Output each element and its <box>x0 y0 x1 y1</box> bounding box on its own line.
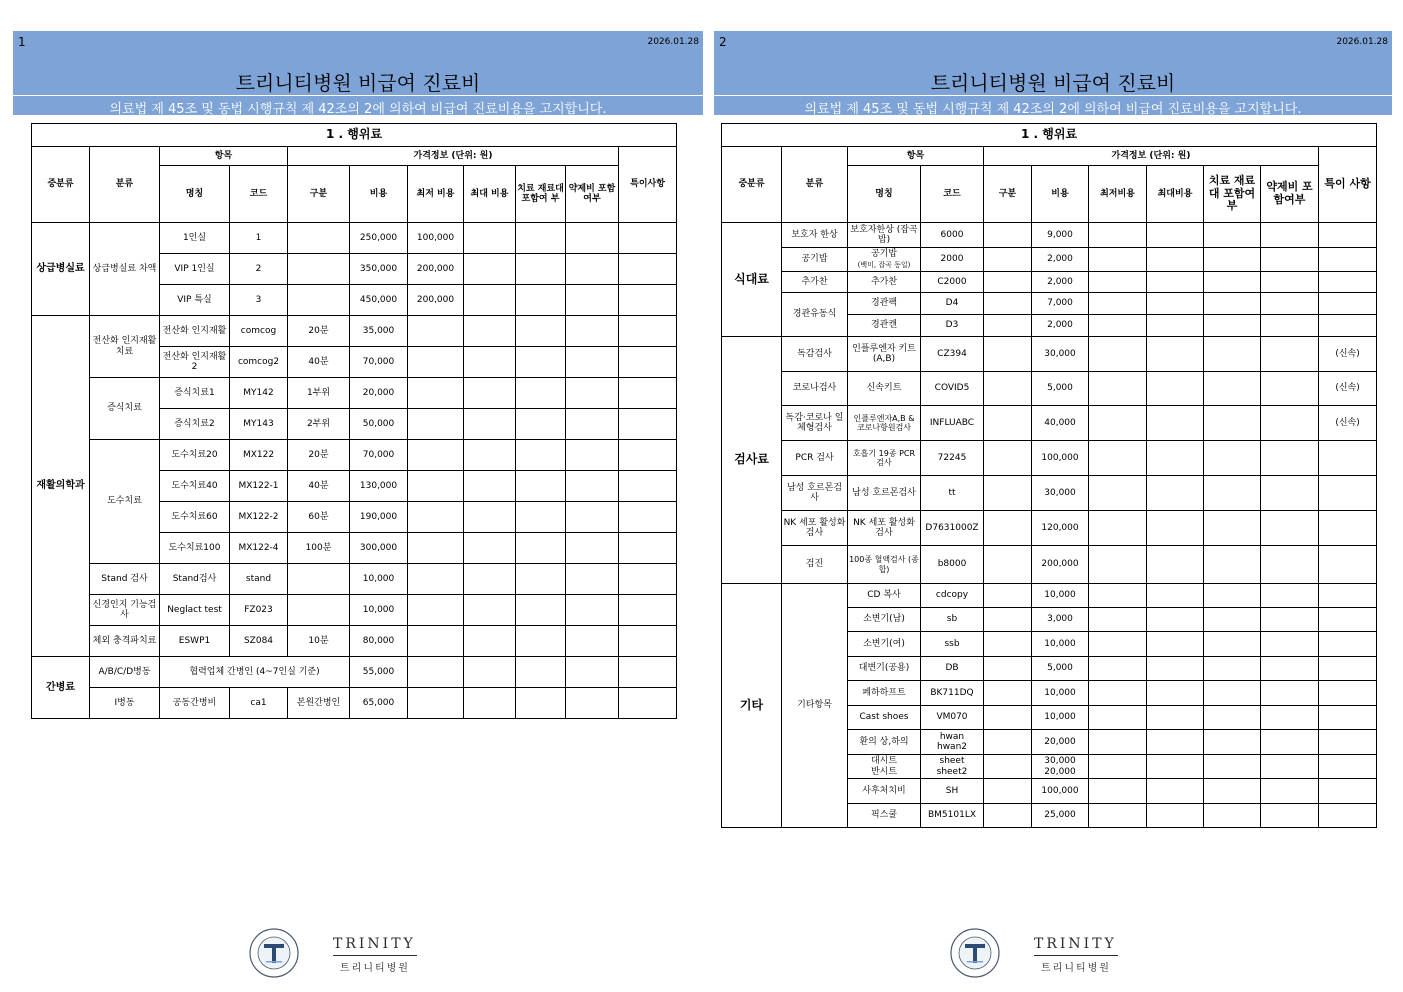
cost-text: 30,000 <box>1044 756 1076 767</box>
name-cell: VIP 1인실 <box>160 254 230 285</box>
class-cell: 공기밥 <box>782 248 848 272</box>
name-cell: 전산화 인지재활 2 <box>160 347 230 378</box>
cost-cell: 35,000 <box>350 316 408 347</box>
div-cell <box>288 223 350 254</box>
cost-cell: 10,000 <box>1032 632 1089 657</box>
code-cell: BM5101LX <box>921 804 984 828</box>
col-header-name: 명칭 <box>160 166 230 223</box>
code-cell <box>921 730 984 755</box>
name-cell <box>848 755 921 779</box>
table-row <box>722 337 1377 372</box>
class-cell: A/B/C/D병동 <box>90 657 160 688</box>
col-header-price: 가격정보 (단위: 원) <box>984 147 1319 166</box>
code-cell: BK711DQ <box>921 681 984 706</box>
name-cell: 도수치료40 <box>160 471 230 502</box>
div-cell: 60분 <box>288 502 350 533</box>
div-cell: 40분 <box>288 347 350 378</box>
col-header-cls: 분류 <box>90 147 160 223</box>
col-header-min: 최저비용 <box>1089 166 1147 223</box>
page-header <box>714 31 1392 95</box>
cost-cell: 30,000 <box>1032 337 1089 372</box>
div-cell: 100분 <box>288 533 350 564</box>
name-cell: Cast shoes <box>848 706 921 730</box>
page-title: 트리니티병원 비급여 진료비 <box>930 71 1176 95</box>
hospital-seal-icon <box>248 927 300 979</box>
name-cell: 픽스쿨 <box>848 804 921 828</box>
code-cell: tt <box>921 476 984 511</box>
col-header-drug: 약제비 포함여부 <box>566 166 619 223</box>
name-text: 대시트 <box>870 756 898 767</box>
cost-cell: 2,000 <box>1032 315 1089 337</box>
class-cell: 체외 충격파치료 <box>90 626 160 657</box>
col-header-max: 최대 비용 <box>464 166 516 223</box>
cost-cell: 5,000 <box>1032 372 1089 406</box>
table-row <box>32 440 677 471</box>
name-cell: ESWP1 <box>160 626 230 657</box>
col-header-mat: 치료 재료대 포함여 부 <box>516 166 566 223</box>
name-cell: VIP 특실 <box>160 285 230 316</box>
col-header-max: 최대비용 <box>1147 166 1204 223</box>
div-cell: 본원간병인 <box>288 688 350 719</box>
min-cell: 200,000 <box>408 285 464 316</box>
table-row <box>32 688 677 719</box>
name-cell: 환의 상,하의 <box>848 730 921 755</box>
col-header-name: 명칭 <box>848 166 921 223</box>
hospital-seal-icon <box>949 927 1001 979</box>
name-cell <box>848 248 921 272</box>
col-header-div: 구분 <box>288 166 350 223</box>
name-cell: 100종 혈액검사 (종합) <box>848 546 921 584</box>
col-header-mid: 중분류 <box>722 147 782 223</box>
category-cell: 재활의학과 <box>32 316 90 657</box>
cost-cell: 450,000 <box>350 285 408 316</box>
code-cell: comcog <box>230 316 288 347</box>
page-title: 트리니티병원 비급여 진료비 <box>235 71 481 95</box>
document-page-2 <box>714 0 1392 992</box>
cost-cell: 2,000 <box>1032 248 1089 272</box>
name-cell: 추가찬 <box>848 272 921 293</box>
div-cell: 20분 <box>288 316 350 347</box>
name-cell: 도수치료60 <box>160 502 230 533</box>
name-cell: Neglact test <box>160 595 230 626</box>
code-cell: MX122 <box>230 440 288 471</box>
code-cell: stand <box>230 564 288 595</box>
class-cell: PCR 검사 <box>782 441 848 476</box>
cost-cell: 50,000 <box>350 409 408 440</box>
code-cell: VM070 <box>921 706 984 730</box>
col-header-div: 구분 <box>984 166 1032 223</box>
div-cell: 1부위 <box>288 378 350 409</box>
name-cell: 호흡기 19종 PCR 검사 <box>848 441 921 476</box>
cost-cell: 10,000 <box>1032 584 1089 608</box>
table-row <box>722 223 1377 248</box>
brand-divider <box>333 955 417 956</box>
code-cell: D3 <box>921 315 984 337</box>
col-header-code: 코드 <box>921 166 984 223</box>
name-cell: 인플루엔자A,B & 코로나항원검사 <box>848 406 921 441</box>
name-cell: 1인실 <box>160 223 230 254</box>
col-header-cost: 비용 <box>350 166 408 223</box>
code-cell: COVID5 <box>921 372 984 406</box>
table-row <box>32 595 677 626</box>
hospital-logo <box>949 925 1124 980</box>
document-page-1 <box>13 0 703 992</box>
table-row <box>722 406 1377 441</box>
code-cell: D4 <box>921 293 984 315</box>
code-cell: C2000 <box>921 272 984 293</box>
name-cell: NK 세포 활성화 검사 <box>848 511 921 546</box>
code-cell: FZ023 <box>230 595 288 626</box>
class-cell: 독감·코로나 일체형검사 <box>782 406 848 441</box>
class-cell: 상급병실료 차액 <box>90 223 160 316</box>
name-cell: 남성 호르몬검사 <box>848 476 921 511</box>
note-cell: (신속) <box>1319 337 1377 372</box>
class-cell: 전산화 인지재활 치료 <box>90 316 160 378</box>
class-cell: I병동 <box>90 688 160 719</box>
class-cell: 신경인지 기능검사 <box>90 595 160 626</box>
min-cell: 200,000 <box>408 254 464 285</box>
name-cell: 신속키트 <box>848 372 921 406</box>
cost-cell: 40,000 <box>1032 406 1089 441</box>
fee-table <box>721 123 1377 828</box>
brand-name-kr: 트리니티병원 <box>1041 963 1111 974</box>
div-cell: 10분 <box>288 626 350 657</box>
table-row <box>32 316 677 347</box>
cost-cell: 120,000 <box>1032 511 1089 546</box>
col-header-code: 코드 <box>230 166 288 223</box>
brand-name: TRINITY <box>333 936 416 952</box>
cost-cell: 10,000 <box>350 564 408 595</box>
col-header-cls: 분류 <box>782 147 848 223</box>
code-cell <box>921 755 984 779</box>
page-number: 2 <box>719 35 727 49</box>
fee-table <box>31 123 677 719</box>
name-cell: 사후처치비 <box>848 779 921 804</box>
table-row <box>722 272 1377 293</box>
cost-cell: 30,000 <box>1032 476 1089 511</box>
col-header-note: 특이 사항 <box>1319 147 1377 223</box>
cost-cell: 100,000 <box>1032 441 1089 476</box>
code-cell: comcog2 <box>230 347 288 378</box>
name-cell: 소변기(여) <box>848 632 921 657</box>
brand-divider <box>1034 955 1118 956</box>
page-date: 2026.01.28 <box>1336 37 1388 47</box>
col-header-mat: 치료 재료대 포함여부 <box>1204 166 1261 223</box>
col-header-mid: 중분류 <box>32 147 90 223</box>
col-header-item: 항목 <box>848 147 984 166</box>
class-cell: 남성 호르몬검사 <box>782 476 848 511</box>
name-subtext: (백미, 잡곡 동일) <box>857 260 911 269</box>
brand-name: TRINITY <box>1034 936 1117 952</box>
cost-cell: 200,000 <box>1032 546 1089 584</box>
code-cell: MY143 <box>230 409 288 440</box>
name-cell: 보호자한상 (잡곡밥) <box>848 223 921 248</box>
cost-cell: 2,000 <box>1032 272 1089 293</box>
table-row <box>32 223 677 254</box>
cost-cell: 190,000 <box>350 502 408 533</box>
class-cell: 기타항목 <box>782 584 848 828</box>
table-row <box>722 372 1377 406</box>
class-cell: 독감검사 <box>782 337 848 372</box>
cost-cell: 10,000 <box>350 595 408 626</box>
div-cell: 2부위 <box>288 409 350 440</box>
cost-cell: 10,000 <box>1032 681 1089 706</box>
table-row <box>722 584 1377 608</box>
div-cell: 20분 <box>288 440 350 471</box>
note-cell: (신속) <box>1319 372 1377 406</box>
cost-cell: 20,000 <box>350 378 408 409</box>
notice-bar <box>13 96 703 117</box>
code-text-2: sheet2 <box>936 766 968 777</box>
name-cell: 인플루엔자 키트(A,B) <box>848 337 921 372</box>
code-cell: 3 <box>230 285 288 316</box>
cost-cell: 250,000 <box>350 223 408 254</box>
code-cell: 1 <box>230 223 288 254</box>
col-header-item: 항목 <box>160 147 288 166</box>
code-cell: b8000 <box>921 546 984 584</box>
code-cell: 2 <box>230 254 288 285</box>
category-cell: 검사료 <box>722 337 782 584</box>
page-date: 2026.01.28 <box>647 37 699 47</box>
name-text-2: 반시트 <box>870 766 898 777</box>
section-title: 1 . 행위료 <box>32 124 677 147</box>
cost-cell: 25,000 <box>1032 804 1089 828</box>
cost-cell: 9,000 <box>1032 223 1089 248</box>
name-cell: 도수치료20 <box>160 440 230 471</box>
code-text-2: hwan2 <box>936 742 967 752</box>
code-cell: MY142 <box>230 378 288 409</box>
class-cell: 증식치료 <box>90 378 160 440</box>
cost-cell: 7,000 <box>1032 293 1089 315</box>
code-cell: 6000 <box>921 223 984 248</box>
name-cell: 증식치료2 <box>160 409 230 440</box>
class-cell: NK 세포 활성화 검사 <box>782 511 848 546</box>
code-cell: cdcopy <box>921 584 984 608</box>
name-cell: 경관캔 <box>848 315 921 337</box>
cost-cell: 100,000 <box>1032 779 1089 804</box>
cost-cell: 5,000 <box>1032 657 1089 681</box>
cost-text-2: 20,000 <box>1044 766 1076 777</box>
notice-text: 의료법 제 45조 및 동법 시행규칙 제 42조의 2에 의하여 비급여 진료비용을 고지합니다. <box>109 102 607 117</box>
table-row <box>722 546 1377 584</box>
cost-cell: 80,000 <box>350 626 408 657</box>
cost-cell: 130,000 <box>350 471 408 502</box>
category-cell: 상급병실료 <box>32 223 90 316</box>
code-cell: 2000 <box>921 248 984 272</box>
code-cell: SZ084 <box>230 626 288 657</box>
name-cell: 대변기(공용) <box>848 657 921 681</box>
cost-cell: 350,000 <box>350 254 408 285</box>
div-cell <box>288 254 350 285</box>
notice-text: 의료법 제 45조 및 동법 시행규칙 제 42조의 2에 의하여 비급여 진료비용을 고지합니다. <box>804 102 1302 117</box>
table-row <box>32 378 677 409</box>
cost-cell: 3,000 <box>1032 608 1089 632</box>
code-cell: INFLUABC <box>921 406 984 441</box>
code-cell: ssb <box>921 632 984 657</box>
name-cell: 협력업체 간병인 (4~7인실 기준) <box>160 657 350 688</box>
table-row <box>722 293 1377 315</box>
cost-cell: 70,000 <box>350 347 408 378</box>
code-cell: MX122-1 <box>230 471 288 502</box>
class-cell: Stand 검사 <box>90 564 160 595</box>
class-cell: 도수치료 <box>90 440 160 564</box>
code-cell: sb <box>921 608 984 632</box>
class-cell: 보호자 한상 <box>782 223 848 248</box>
div-cell: 40분 <box>288 471 350 502</box>
class-cell: 검진 <box>782 546 848 584</box>
category-cell: 식대료 <box>722 223 782 337</box>
code-cell: SH <box>921 779 984 804</box>
table-row <box>722 441 1377 476</box>
section-title: 1 . 행위료 <box>722 124 1377 147</box>
page-number: 1 <box>18 35 26 49</box>
table-row <box>32 564 677 595</box>
div-cell <box>288 595 350 626</box>
name-cell: 경관팩 <box>848 293 921 315</box>
category-cell: 간병료 <box>32 657 90 719</box>
code-cell: CZ394 <box>921 337 984 372</box>
cost-cell: 10,000 <box>1032 706 1089 730</box>
col-header-cost: 비용 <box>1032 166 1089 223</box>
col-header-price: 가격정보 (단위: 원) <box>288 147 619 166</box>
name-cell: 페하하프트 <box>848 681 921 706</box>
class-cell: 추가찬 <box>782 272 848 293</box>
col-header-note: 특이사항 <box>619 147 677 223</box>
table-row <box>722 248 1377 272</box>
table-row <box>722 476 1377 511</box>
name-cell: 소변기(남) <box>848 608 921 632</box>
min-cell: 100,000 <box>408 223 464 254</box>
cost-cell: 300,000 <box>350 533 408 564</box>
code-cell: 72245 <box>921 441 984 476</box>
div-cell <box>288 285 350 316</box>
class-cell: 코로나검사 <box>782 372 848 406</box>
hospital-logo <box>248 925 423 980</box>
brand-name-kr: 트리니티병원 <box>340 963 410 974</box>
page-header <box>13 31 703 95</box>
table-row <box>32 657 677 688</box>
cost-cell: 55,000 <box>350 657 408 688</box>
code-cell: ca1 <box>230 688 288 719</box>
cost-cell <box>1032 755 1089 779</box>
code-cell: DB <box>921 657 984 681</box>
cost-cell: 20,000 <box>1032 730 1089 755</box>
code-cell: MX122-2 <box>230 502 288 533</box>
notice-bar <box>714 96 1392 117</box>
name-cell: CD 복사 <box>848 584 921 608</box>
name-cell: 도수치료100 <box>160 533 230 564</box>
name-cell: 전산화 인지재활 <box>160 316 230 347</box>
code-cell: D7631000Z <box>921 511 984 546</box>
table-row <box>32 626 677 657</box>
code-text: sheet <box>939 756 965 767</box>
cost-cell: 65,000 <box>350 688 408 719</box>
name-cell: 증식치료1 <box>160 378 230 409</box>
name-cell: 공동간병비 <box>160 688 230 719</box>
note-cell: (신속) <box>1319 406 1377 441</box>
name-cell: Stand검사 <box>160 564 230 595</box>
col-header-drug: 약제비 포함여부 <box>1261 166 1319 223</box>
category-cell: 기타 <box>722 584 782 828</box>
class-cell: 경관유동식 <box>782 293 848 337</box>
name-text: 공기밥 <box>870 249 898 260</box>
table-row <box>722 511 1377 546</box>
cost-cell: 70,000 <box>350 440 408 471</box>
col-header-min: 최저 비용 <box>408 166 464 223</box>
code-text: hwan <box>939 731 965 742</box>
div-cell <box>288 564 350 595</box>
code-cell: MX122-4 <box>230 533 288 564</box>
